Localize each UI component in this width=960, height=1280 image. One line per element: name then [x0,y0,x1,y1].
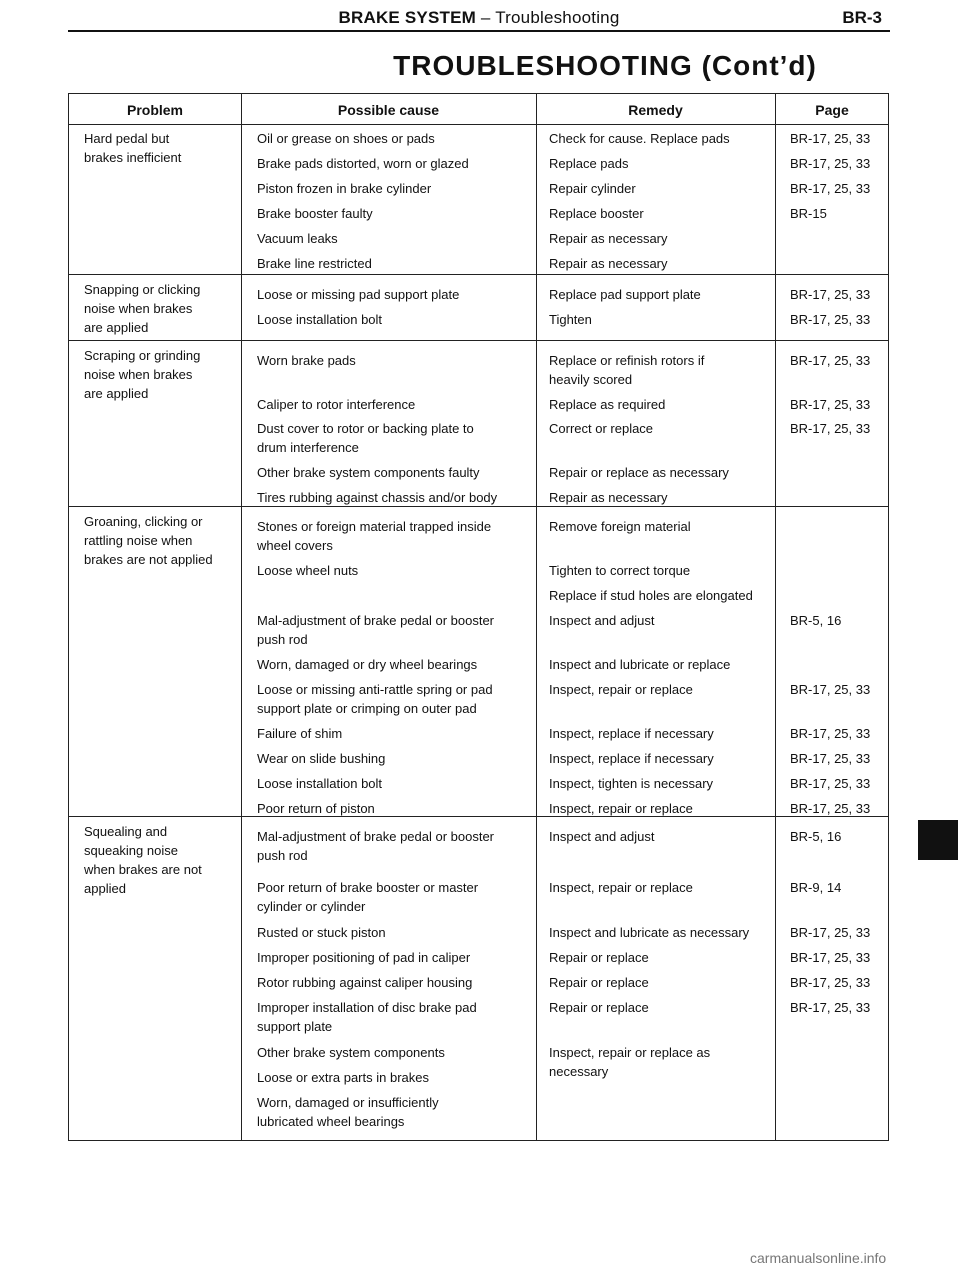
remedy-cell: Remove foreign material [549,519,691,534]
page-ref-cell: BR-5, 16 [790,829,842,844]
remedy-cell: Inspect and lubricate as necessary [549,925,750,940]
remedy-cell: Inspect, repair or replace as necessary [549,1045,711,1079]
problem-cell: Scraping or grinding noise when brakes are applied [84,348,201,401]
cause-cell: Poor return of brake booster or master cylinder or cylinder [257,880,479,914]
cause-cell: Other brake system components [257,1045,445,1060]
cause-cell: Vacuum leaks [257,231,338,246]
page-header [68,6,890,32]
cause-cell: Rotor rubbing against caliper housing [257,975,473,990]
page-ref-cell: BR-17, 25, 33 [790,975,871,990]
header-subsection: – Troubleshooting [476,8,620,27]
cause-cell: Loose or missing pad support plate [257,287,460,302]
remedy-cell: Inspect, repair or replace [549,682,693,697]
remedy-cell: Replace as required [549,397,666,412]
remedy-cell: Repair or replace [549,975,649,990]
page-ref-cell: BR-17, 25, 33 [790,925,871,940]
page-ref-cell: BR-17, 25, 33 [790,1000,871,1015]
cause-cell: Brake pads distorted, worn or glazed [257,156,469,171]
problem-cell: Hard pedal but brakes inefficient [84,131,182,165]
cause-cell: Rusted or stuck piston [257,925,386,940]
cause-cell: Loose wheel nuts [257,563,359,578]
remedy-cell: Repair as necessary [549,231,668,246]
cause-cell: Poor return of piston [257,801,375,816]
column-divider [241,94,242,1140]
page-ref-cell: BR-17, 25, 33 [790,156,871,171]
page-ref-cell: BR-17, 25, 33 [790,181,871,196]
troubleshooting-table [68,93,889,1141]
page-ref-cell: BR-17, 25, 33 [790,131,871,146]
cause-cell: Brake booster faulty [257,206,373,221]
cause-cell: Caliper to rotor interference [257,397,416,412]
cause-cell: Piston frozen in brake cylinder [257,181,432,196]
page-ref-cell: BR-17, 25, 33 [790,801,871,816]
remedy-cell: Inspect, repair or replace [549,880,693,895]
cause-cell: Worn, damaged or dry wheel bearings [257,657,478,672]
column-header-remedy: Remedy [628,102,683,118]
cause-cell: Brake line restricted [257,256,372,271]
cause-cell: Improper positioning of pad in caliper [257,950,471,965]
remedy-cell: Inspect and adjust [549,829,655,844]
page-ref-cell: BR-17, 25, 33 [790,397,871,412]
page-number: BR-3 [842,8,882,27]
remedy-cell: Repair as necessary [549,256,668,271]
cause-cell: Worn, damaged or insufficiently lubricated wheel bearings [257,1095,439,1129]
remedy-cell: Repair cylinder [549,181,636,196]
remedy-cell: Inspect, replace if necessary [549,751,714,766]
remedy-cell: Inspect, tighten is necessary [549,776,714,791]
page-ref-cell: BR-17, 25, 33 [790,312,871,327]
remedy-cell: Replace pad support plate [549,287,701,302]
cause-cell: Mal-adjustment of brake pedal or booster push rod [257,829,495,863]
cause-cell: Improper installation of disc brake pad support plate [257,1000,477,1034]
page-ref-cell: BR-9, 14 [790,880,842,895]
remedy-cell: Inspect and lubricate or replace [549,657,731,672]
column-header-cause: Possible cause [337,102,440,118]
page-ref-cell: BR-17, 25, 33 [790,726,871,741]
page-ref-cell: BR-17, 25, 33 [790,421,871,436]
section-thumb-tab [918,820,958,860]
cause-cell: Other brake system components faulty [257,465,480,480]
cause-cell: Stones or foreign material trapped inside wheel covers [257,519,492,553]
page-ref-cell: BR-5, 16 [790,613,842,628]
cause-cell: Wear on slide bushing [257,751,386,766]
remedy-cell: Check for cause. Replace pads [549,131,730,146]
header-title [68,8,890,28]
group-divider [69,274,888,275]
problem-cell: Snapping or clicking noise when brakes are applied [84,282,201,335]
cause-cell: Worn brake pads [257,353,356,368]
page-ref-cell: BR-17, 25, 33 [790,682,871,697]
remedy-cell: Correct or replace [549,421,654,436]
remedy-cell: Repair or replace as necessary [549,465,729,480]
header-row-divider [69,124,888,125]
cause-cell: Loose installation bolt [257,776,383,791]
cause-cell: Oil or grease on shoes or pads [257,131,435,146]
header-section: BRAKE SYSTEM [338,8,476,27]
remedy-cell: Repair or replace [549,950,649,965]
cause-cell: Failure of shim [257,726,343,741]
cause-cell: Loose installation bolt [257,312,383,327]
page-ref-cell: BR-17, 25, 33 [790,751,871,766]
footer-watermark: carmanualsonline.info [750,1250,887,1266]
remedy-cell: Tighten to correct torque [549,563,691,578]
remedy-cell: Repair or replace [549,1000,649,1015]
cause-cell: Dust cover to rotor or backing plate to drum interference [257,421,474,455]
column-header-problem: Problem [126,102,183,118]
remedy-cell: Replace if stud holes are elongated [549,588,753,603]
remedy-cell: Replace pads [549,156,629,171]
problem-cell: Squealing and squeaking noise when brakes are not applied [84,824,202,896]
remedy-cell: Tighten [549,312,592,327]
cause-cell: Tires rubbing against chassis and/or body [257,490,498,505]
remedy-cell: Replace booster [549,206,644,221]
page-ref-cell: BR-17, 25, 33 [790,287,871,302]
column-header-page: Page [815,102,849,118]
page-ref-cell: BR-15 [790,206,827,221]
group-divider [69,340,888,341]
remedy-cell: Inspect, repair or replace [549,801,693,816]
page-ref-cell: BR-17, 25, 33 [790,950,871,965]
remedy-cell: Replace or refinish rotors if heavily scored [549,353,705,387]
cause-cell: Loose or extra parts in brakes [257,1070,429,1085]
remedy-cell: Inspect and adjust [549,613,655,628]
page-title: TROUBLESHOOTING (Cont’d) [393,50,817,81]
page-ref-cell: BR-17, 25, 33 [790,353,871,368]
cause-cell: Loose or missing anti-rattle spring or pad support plate or crimping on outer pad [257,682,493,716]
page-ref-cell: BR-17, 25, 33 [790,776,871,791]
cause-cell: Mal-adjustment of brake pedal or booster push rod [257,613,495,647]
remedy-cell: Inspect, replace if necessary [549,726,714,741]
remedy-cell: Repair as necessary [549,490,668,505]
problem-cell: Groaning, clicking or rattling noise when brakes are not applied [84,514,213,567]
